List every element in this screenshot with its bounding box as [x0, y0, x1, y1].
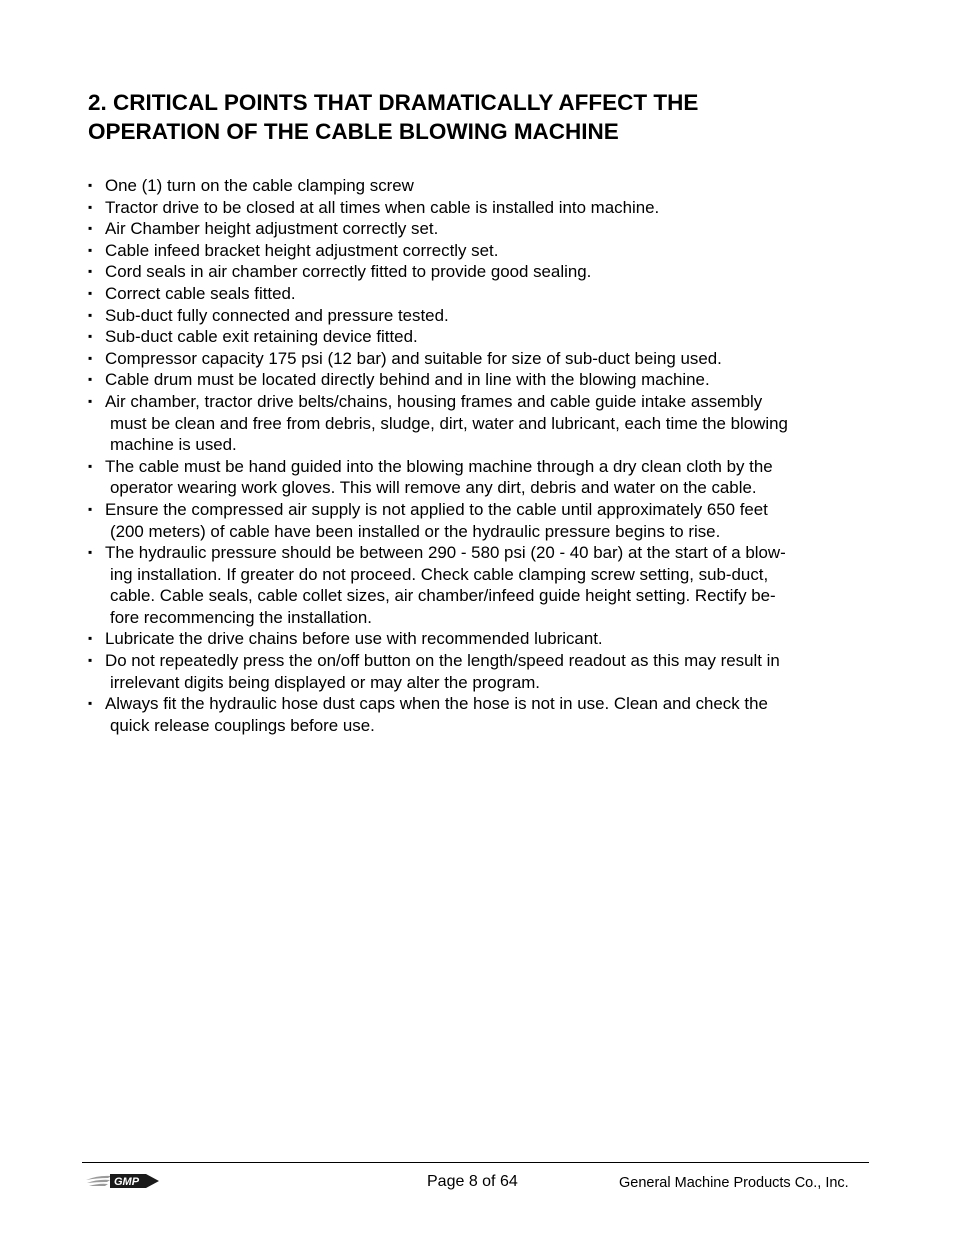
list-item — [88, 650, 878, 693]
list-item — [88, 326, 878, 348]
bullet-marker: ▪ — [88, 653, 93, 668]
list-item-text: cable. Cable seals, cable collet sizes, air chamber/infeed guide height setting. Rectify be- — [110, 586, 776, 606]
bullet-marker: ▪ — [88, 458, 93, 473]
list-item — [88, 261, 878, 283]
list-item-text: machine is used. — [110, 435, 237, 455]
section-heading — [88, 88, 888, 146]
list-item-text: Lubricate the drive chains before use with recommended lubricant. — [105, 629, 603, 649]
list-item-text: Tractor drive to be closed at all times when cable is installed into machine. — [105, 197, 660, 217]
bullet-marker: ▪ — [88, 501, 93, 516]
list-item-text: operator wearing work gloves. This will remove any dirt, debris and water on the cable. — [110, 478, 757, 498]
gmp-logo-text: GMP — [114, 1176, 140, 1188]
list-item — [88, 391, 878, 456]
bullet-marker: ▪ — [88, 285, 93, 300]
list-item-text: fore recommencing the installation. — [110, 607, 372, 627]
list-item-text: quick release couplings before use. — [110, 715, 375, 735]
bullet-marker: ▪ — [88, 393, 93, 408]
list-item-text: The hydraulic pressure should be between 290 - 580 psi (20 - 40 bar) at the start of a blow- — [105, 543, 786, 563]
list-item-text: (200 meters) of cable have been installed or the hydraulic pressure begins to rise. — [110, 521, 721, 541]
list-item-text: Cord seals in air chamber correctly fitted to provide good sealing. — [105, 262, 592, 282]
page-number: Page 8 of 64 — [427, 1173, 518, 1190]
list-item — [88, 628, 878, 650]
bullet-marker: ▪ — [88, 178, 93, 192]
list-item — [88, 218, 878, 240]
list-item — [88, 305, 878, 327]
bullet-marker: ▪ — [88, 221, 93, 236]
list-item-text: Ensure the compressed air supply is not applied to the cable until approximately 650 feet — [105, 499, 768, 519]
footer-divider — [82, 1162, 869, 1163]
list-item-text: Compressor capacity 175 psi (12 bar) and suitable for size of sub-duct being used. — [105, 348, 722, 368]
list-item-text: Correct cable seals fitted. — [105, 283, 296, 303]
list-item-text: ing installation. If greater do not proceed. Check cable clamping screw setting, sub-duct, — [110, 564, 769, 584]
bullet-marker: ▪ — [88, 264, 93, 279]
list-item — [88, 369, 878, 391]
list-item — [88, 175, 878, 197]
bullet-marker: ▪ — [88, 631, 93, 646]
bullet-marker: ▪ — [88, 199, 93, 214]
list-item-text: must be clean and free from debris, sludge, dirt, water and lubricant, each time the blowing — [110, 413, 788, 433]
bullet-marker: ▪ — [88, 350, 93, 365]
list-item — [88, 499, 878, 542]
bullet-marker: ▪ — [88, 242, 93, 257]
bullet-marker: ▪ — [88, 696, 93, 711]
bullet-marker: ▪ — [88, 307, 93, 322]
list-item — [88, 693, 878, 736]
critical-points-list — [88, 175, 878, 736]
list-item — [88, 283, 878, 305]
list-item-text: Cable drum must be located directly behind and in line with the blowing machine. — [105, 370, 710, 390]
bullet-marker: ▪ — [88, 372, 93, 387]
list-item-text: The cable must be hand guided into the blowing machine through a dry clean cloth by the — [105, 456, 773, 476]
list-item-text: Air chamber, tractor drive belts/chains, housing frames and cable guide intake assembly — [105, 391, 763, 411]
list-item — [88, 240, 878, 262]
bullet-marker: ▪ — [88, 329, 93, 344]
section-heading-line-1: 2. CRITICAL POINTS THAT DRAMATICALLY AFFECT THE — [88, 90, 699, 115]
list-item-text: Do not repeatedly press the on/off button on the length/speed readout as this may result in — [105, 651, 780, 671]
list-item — [88, 197, 878, 219]
list-item-text: One (1) turn on the cable clamping screw — [105, 176, 414, 195]
list-item — [88, 542, 878, 628]
list-item-text: Always fit the hydraulic hose dust caps when the hose is not in use. Clean and check the — [105, 694, 768, 714]
list-item-text: irrelevant digits being displayed or may alter the program. — [110, 672, 540, 692]
gmp-logo — [84, 1171, 160, 1191]
list-item-text: Sub-duct cable exit retaining device fitted. — [105, 327, 418, 347]
list-item — [88, 456, 878, 499]
company-name: General Machine Products Co., Inc. — [619, 1175, 849, 1191]
list-item — [88, 348, 878, 370]
list-item-text: Air Chamber height adjustment correctly set. — [105, 219, 439, 239]
list-item-text: Sub-duct fully connected and pressure tested. — [105, 305, 449, 325]
list-item-text: Cable infeed bracket height adjustment correctly set. — [105, 240, 499, 260]
bullet-marker: ▪ — [88, 545, 93, 560]
section-heading-line-2: OPERATION OF THE CABLE BLOWING MACHINE — [88, 119, 619, 144]
